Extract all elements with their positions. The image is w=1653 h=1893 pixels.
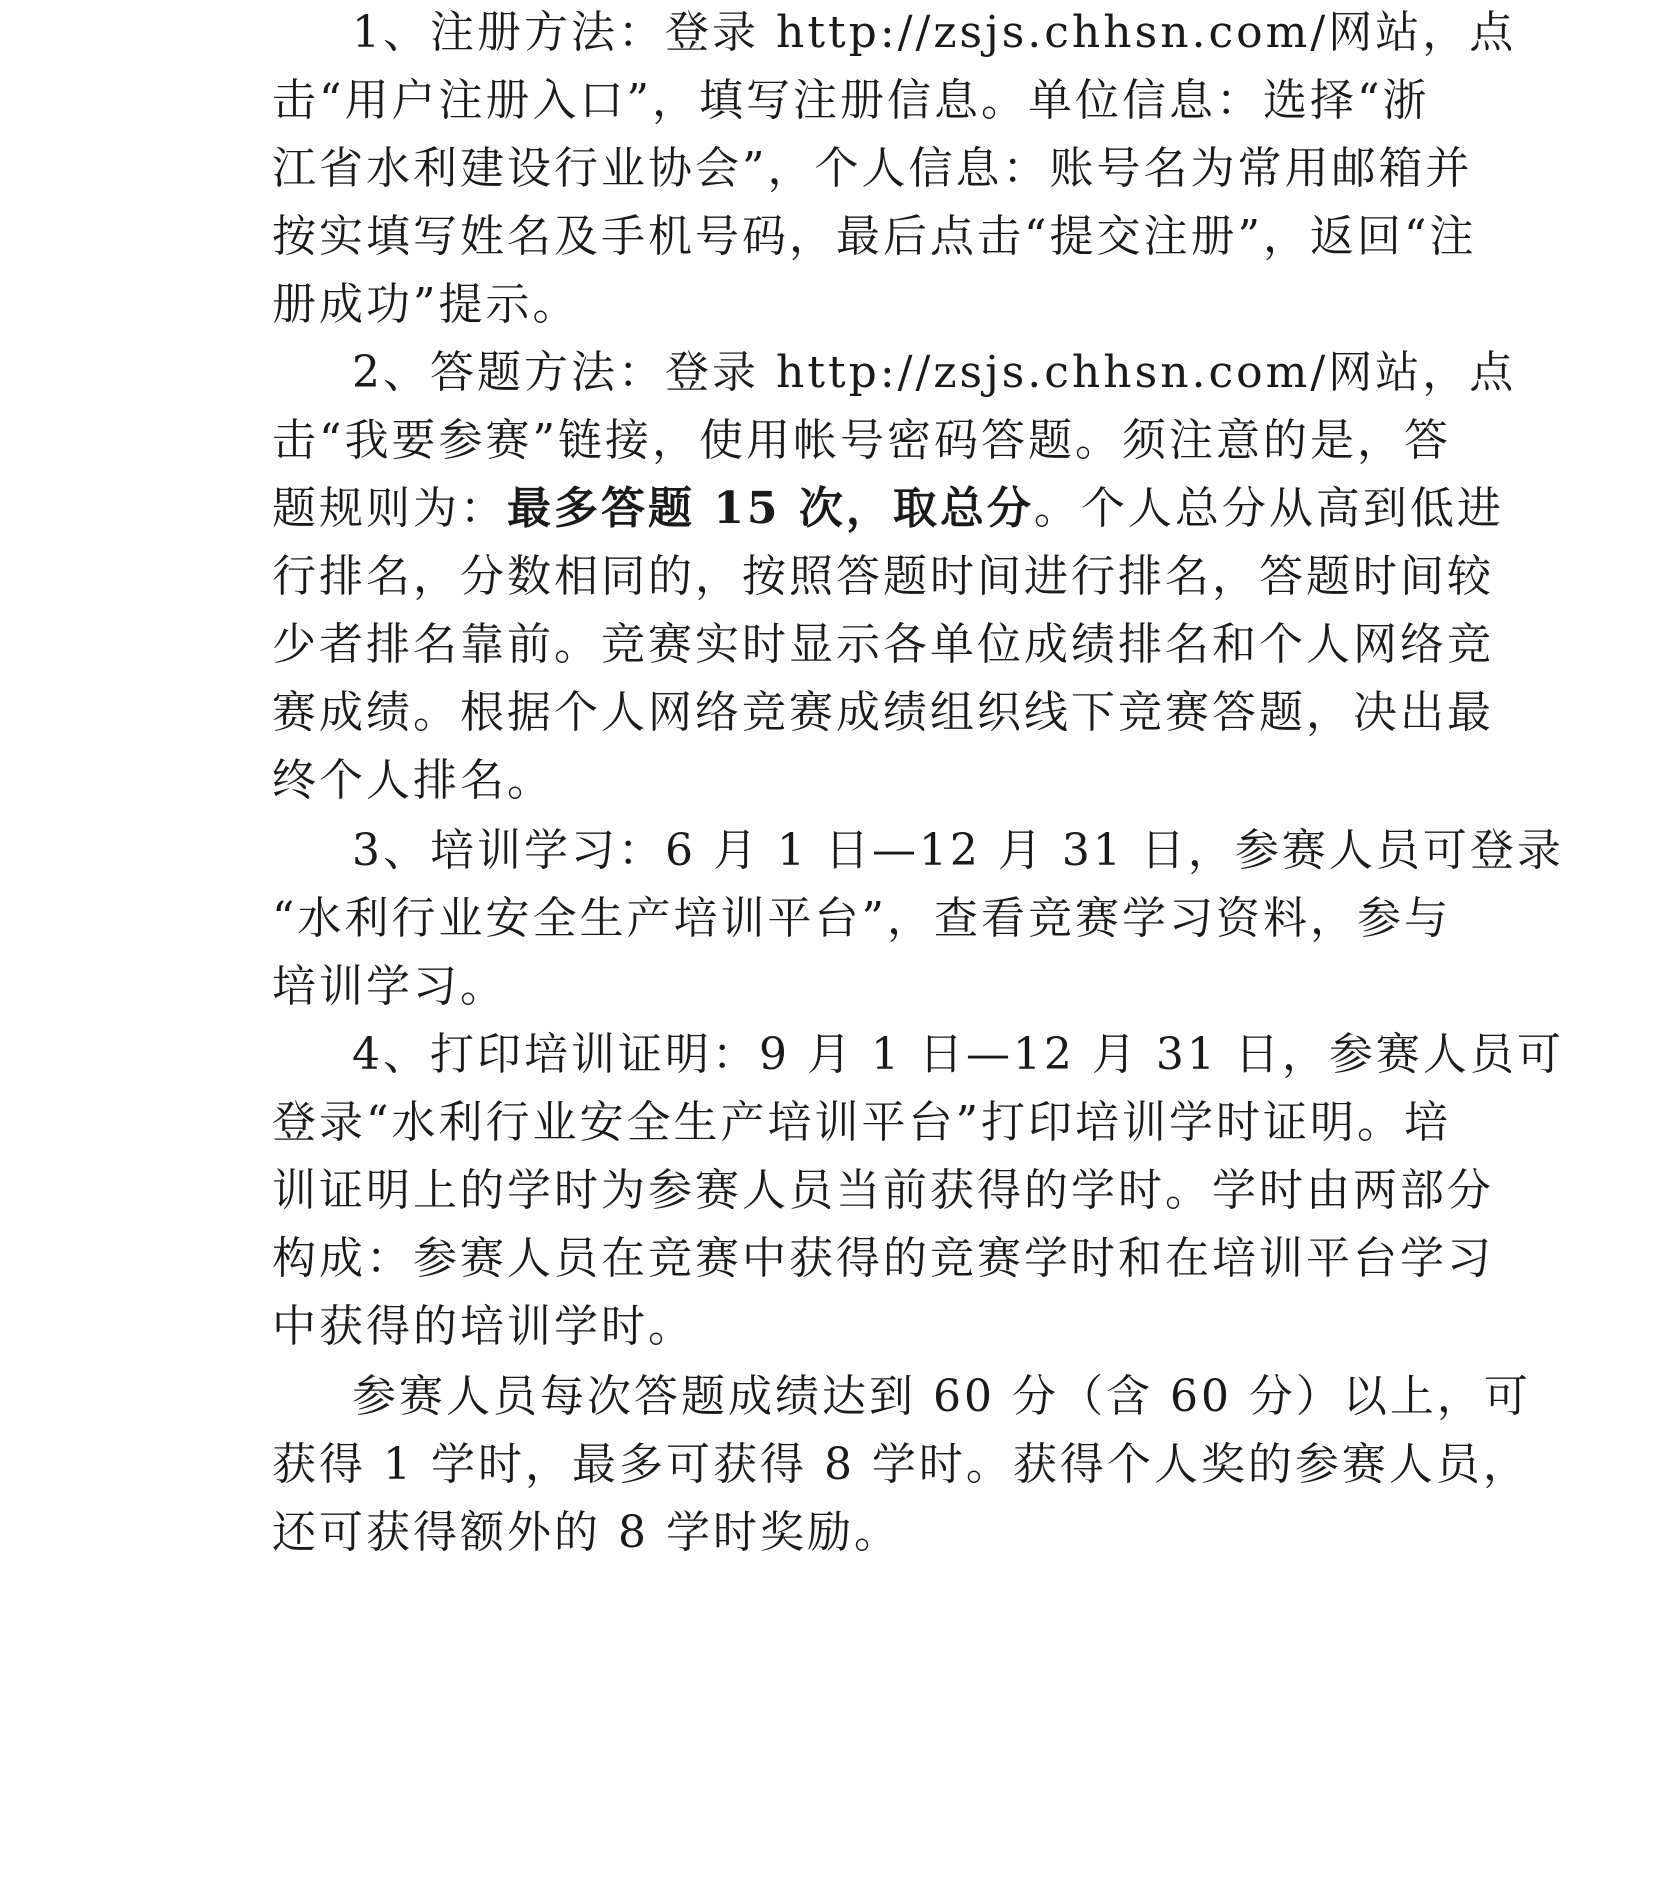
text-line: 2、答题方法：登录 http://zsjs.chhsn.com/网站，点	[352, 347, 1517, 398]
text-line: “水利行业安全生产培训平台”，查看竞赛学习资料，参与	[272, 893, 1451, 944]
text-line: 少者排名靠前。竞赛实时显示各单位成绩排名和个人网络竞	[272, 619, 1494, 670]
text-line: 击“我要参赛”链接，使用帐号密码答题。须注意的是，答	[272, 415, 1451, 466]
text-line: 获得 1 学时，最多可获得 8 学时。获得个人奖的参赛人员，	[272, 1439, 1530, 1490]
text-line: 3、培训学习：6 月 1 日—12 月 31 日，参赛人员可登录	[352, 825, 1564, 876]
text-segment: 。个人总分从高到低进	[1033, 483, 1504, 534]
text-line: 登录“水利行业安全生产培训平台”打印培训学时证明。培	[272, 1097, 1451, 1148]
text-line-with-emphasis	[272, 481, 1504, 537]
text-line: 参赛人员每次答题成绩达到 60 分（含 60 分）以上，可	[352, 1371, 1531, 1422]
emphasis-text: 最多答题 15 次，取总分	[507, 483, 1034, 534]
text-line: 4、打印培训证明：9 月 1 日—12 月 31 日，参赛人员可	[352, 1029, 1564, 1080]
text-line: 构成：参赛人员在竞赛中获得的竞赛学时和在培训平台学习	[272, 1233, 1494, 1284]
text-line: 1、注册方法：登录 http://zsjs.chhsn.com/网站，点	[352, 7, 1517, 58]
text-line: 册成功”提示。	[272, 279, 580, 330]
text-line: 击“用户注册入口”，填写注册信息。单位信息：选择“浙	[272, 75, 1430, 126]
text-line: 中获得的培训学时。	[272, 1301, 695, 1352]
text-line: 还可获得额外的 8 学时奖励。	[272, 1507, 901, 1558]
text-line: 行排名，分数相同的，按照答题时间进行排名，答题时间较	[272, 551, 1494, 602]
text-line: 江省水利建设行业协会”，个人信息：账号名为常用邮箱并	[272, 143, 1473, 194]
text-line: 培训学习。	[272, 961, 507, 1012]
text-line: 赛成绩。根据个人网络竞赛成绩组织线下竞赛答题，决出最	[272, 687, 1494, 738]
text-line: 终个人排名。	[272, 755, 554, 806]
text-line: 按实填写姓名及手机号码，最后点击“提交注册”，返回“注	[272, 211, 1477, 262]
text-line: 训证明上的学时为参赛人员当前获得的学时。学时由两部分	[272, 1165, 1494, 1216]
text-segment: 题规则为：	[272, 483, 507, 534]
